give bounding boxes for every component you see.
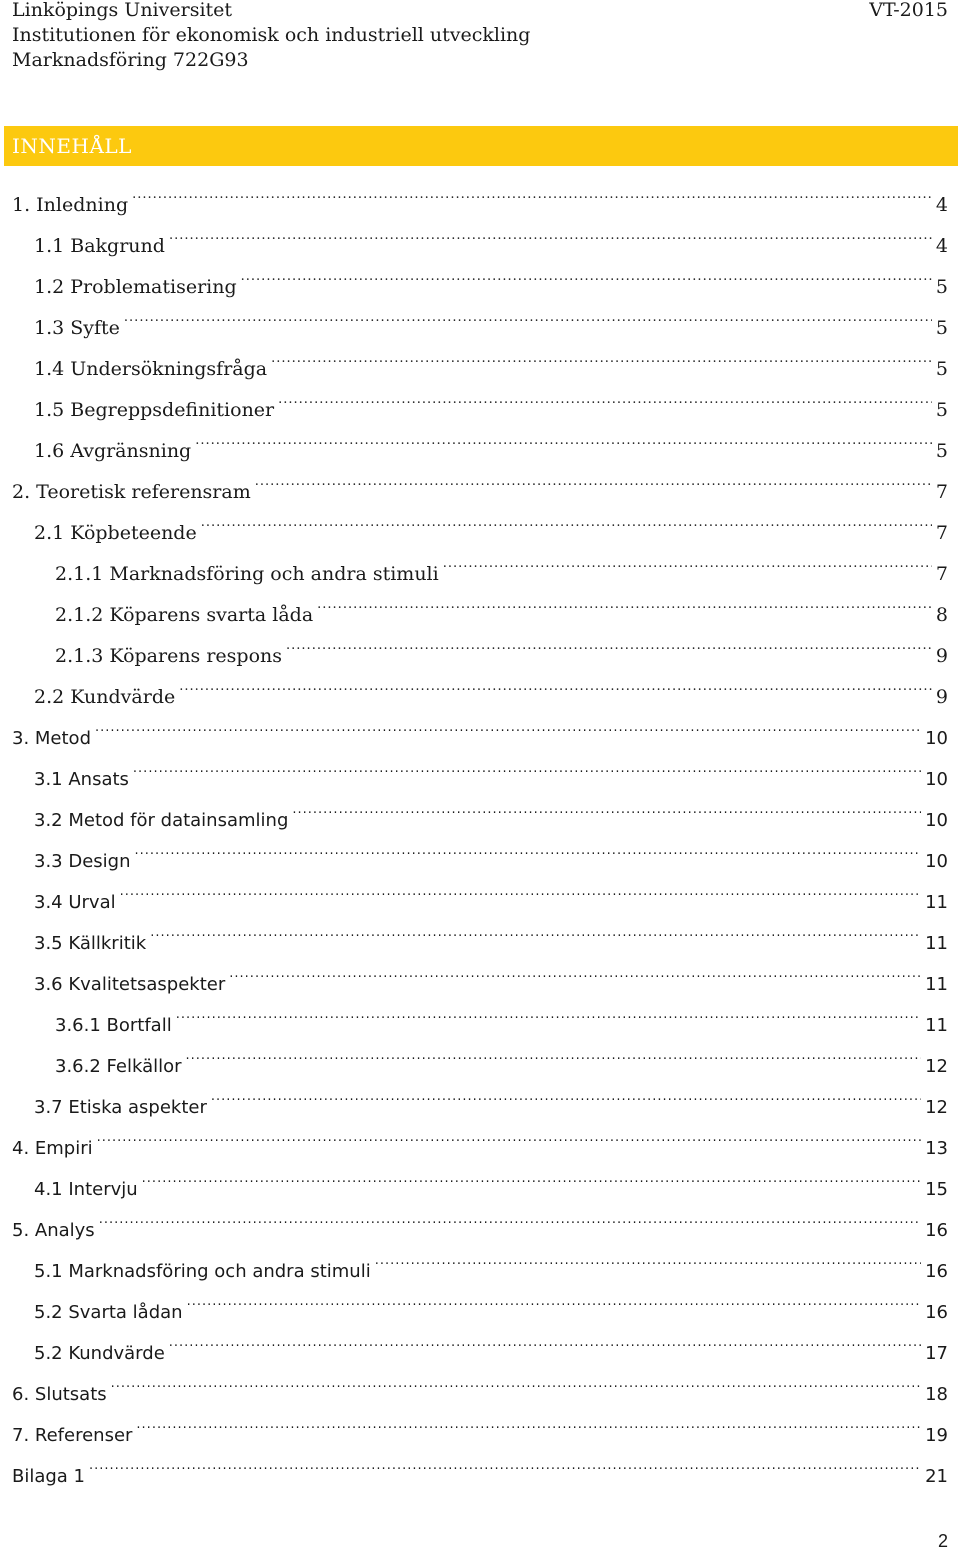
toc-entry[interactable] [34,1154,948,1200]
toc-entry[interactable] [12,1359,948,1405]
toc-leader [241,252,932,293]
toc-entry-title: 2. Teoretisk referensram [12,481,251,503]
toc-leader [111,1359,921,1400]
toc-entry-title: Bilaga 1 [12,1466,86,1487]
toc-entry-page: 17 [925,1343,948,1364]
toc-entry[interactable] [34,498,948,544]
toc-entry[interactable] [34,785,948,831]
toc-entry[interactable] [34,744,948,790]
toc-entry-title: 1.2 Problematisering [34,276,237,298]
toc-entry-title: 2.2 Kundvärde [34,686,176,708]
toc-leader [124,293,932,334]
toc-entry[interactable] [55,990,948,1036]
toc-entry[interactable] [12,1113,948,1159]
toc-entry-page: 8 [935,604,948,626]
toc-entry-title: 3.4 Urval [34,892,116,913]
toc-leader [317,580,932,621]
toc-entry-page: 5 [935,276,948,298]
toc-entry[interactable] [12,1441,948,1487]
toc-entry-page: 16 [925,1220,948,1241]
toc-entry-page: 11 [925,892,948,913]
toc-leader [132,170,932,211]
toc-entry-title: 7. Referenser [12,1425,133,1446]
toc-entry-title: 4. Empiri [12,1138,93,1159]
toc-leader [187,1277,922,1318]
toc-entry[interactable] [12,703,948,749]
toc-entry[interactable] [34,1072,948,1118]
toc-entry-page: 5 [935,358,948,380]
toc-leader [292,785,921,826]
toc-entry-title: 3.6 Kvalitetsaspekter [34,974,226,995]
toc-entry-page: 11 [925,933,948,954]
toc-entry-title: 2.1.1 Marknadsföring och andra stimuli [55,563,439,585]
toc-entry[interactable] [34,1318,948,1364]
toc-entry-title: 3.5 Källkritik [34,933,147,954]
toc-entry-title: 3.3 Design [34,851,131,872]
toc-leader [179,662,932,703]
toc-entry[interactable] [34,1236,948,1282]
toc-entry[interactable] [34,867,948,913]
toc-entry-page: 15 [925,1179,948,1200]
toc-entry-title: 5.1 Marknadsföring och andra stimuli [34,1261,371,1282]
header-department: Institutionen för ekonomisk och industriell utveckling [12,24,531,46]
toc-leader [169,1318,921,1359]
toc-entry[interactable] [34,1277,948,1323]
toc-leader [176,990,921,1031]
header-course: Marknadsföring 722G93 [12,49,249,71]
toc-entry-page: 10 [925,810,948,831]
toc-entry-title: 1.1 Bakgrund [34,235,165,257]
toc-entry-title: 1. Inledning [12,194,129,216]
toc-entry-page: 5 [935,317,948,339]
toc-entry-title: 3.7 Etiska aspekter [34,1097,207,1118]
toc-entry[interactable] [55,580,948,626]
toc-entry-title: 3.6.1 Bortfall [55,1015,172,1036]
toc-entry-page: 10 [925,769,948,790]
toc-leader [271,334,932,375]
toc-leader [278,375,932,416]
toc-entry-page: 18 [925,1384,948,1405]
toc-heading: INNEHÅLL [4,126,958,166]
toc-entry-page: 5 [935,399,948,421]
toc-entry-page: 4 [935,194,948,216]
toc-entry-title: 1.4 Undersökningsfråga [34,358,268,380]
toc-entry[interactable] [34,949,948,995]
toc-entry-title: 5.2 Kundvärde [34,1343,165,1364]
toc-entry[interactable] [34,375,948,421]
toc-leader [211,1072,921,1113]
toc-entry-title: 6. Slutsats [12,1384,107,1405]
toc-leader [195,416,932,457]
toc-entry-title: 5.2 Svarta lådan [34,1302,183,1323]
toc-leader [136,1400,921,1441]
toc-entry-title: 2.1.2 Köparens svarta låda [55,604,314,626]
toc-entry-page: 9 [935,686,948,708]
toc-entry-page: 12 [925,1056,948,1077]
toc-entry-title: 5. Analys [12,1220,95,1241]
page-number: 2 [937,1531,948,1551]
toc-entry-title: 3.1 Ansats [34,769,129,790]
header-term: VT-2015 [869,0,948,21]
toc-entry-page: 4 [935,235,948,257]
toc-entry[interactable] [55,621,948,667]
toc-entry-page: 9 [935,645,948,667]
toc-leader [375,1236,921,1277]
toc-entry[interactable] [34,211,948,257]
toc-entry[interactable] [12,1400,948,1446]
toc-entry-page: 13 [925,1138,948,1159]
toc-leader [99,1195,921,1236]
toc-leader [142,1154,921,1195]
toc-entry[interactable] [34,334,948,380]
toc-entry[interactable] [12,457,948,503]
toc-entry-title: 2.1.3 Köparens respons [55,645,283,667]
toc-entry-title: 2.1 Köpbeteende [34,522,197,544]
toc-entry-page: 7 [935,563,948,585]
toc-leader [133,744,921,785]
toc-entry[interactable] [55,539,948,585]
toc-leader [201,498,932,539]
toc-leader [135,826,922,867]
toc-entry-page: 19 [925,1425,948,1446]
toc-entry-title: 3. Metod [12,728,91,749]
toc-entry-page: 21 [925,1466,948,1487]
toc-entry-page: 10 [925,728,948,749]
toc-entry-page: 12 [925,1097,948,1118]
toc-entry[interactable] [12,170,948,216]
toc-leader [97,1113,921,1154]
toc-entry-title: 3.2 Metod för datainsamling [34,810,289,831]
toc-leader [169,211,932,252]
toc-entry-title: 1.3 Syfte [34,317,120,339]
toc-entry-page: 11 [925,974,948,995]
toc-entry[interactable] [34,662,948,708]
toc-entry[interactable] [34,252,948,298]
toc-entry-page: 7 [935,481,948,503]
toc-leader [443,539,932,580]
toc-entry[interactable] [34,293,948,339]
toc-entry[interactable] [34,416,948,462]
header-university: Linköpings Universitet [12,0,233,21]
toc-entry[interactable] [34,826,948,872]
toc-entry-page: 7 [935,522,948,544]
toc-entry[interactable] [34,908,948,954]
toc-leader [229,949,921,990]
toc-leader [255,457,932,498]
toc-entry[interactable] [12,1195,948,1241]
toc-entry-title: 4.1 Intervju [34,1179,138,1200]
toc-entry-page: 11 [925,1015,948,1036]
toc-entry-title: 1.6 Avgränsning [34,440,192,462]
toc-leader [120,867,921,908]
toc-entry-page: 16 [925,1302,948,1323]
toc-leader [95,703,921,744]
toc-entry-page: 10 [925,851,948,872]
toc-entry-page: 5 [935,440,948,462]
toc-leader [186,1031,922,1072]
toc-entry-page: 16 [925,1261,948,1282]
toc-entry[interactable] [55,1031,948,1077]
toc-entry-title: 1.5 Begreppsdefinitioner [34,399,275,421]
toc-leader [286,621,932,662]
toc-leader [150,908,921,949]
toc-leader [89,1441,921,1482]
toc-entry-title: 3.6.2 Felkällor [55,1056,182,1077]
